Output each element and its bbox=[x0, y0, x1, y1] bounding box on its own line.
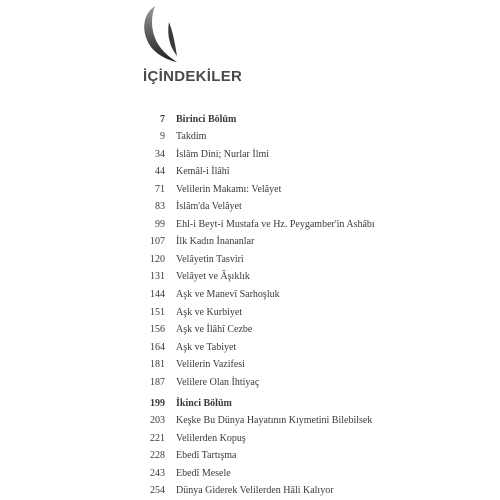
toc-entry bbox=[0, 270, 250, 284]
toc-entry bbox=[0, 358, 245, 372]
toc-entry-title: Aşk ve Kurbiyet bbox=[176, 306, 243, 318]
toc-page-number: 9 bbox=[160, 131, 165, 143]
toc-entry bbox=[0, 252, 244, 266]
toc-entry bbox=[0, 217, 375, 231]
toc-page-number: 228 bbox=[150, 450, 165, 462]
toc-entry-title: Velilerin Makamı: Velâyet bbox=[176, 183, 282, 195]
toc-entry bbox=[0, 484, 334, 498]
toc-entry-title: İslâm'da Velâyet bbox=[176, 201, 242, 213]
toc-entry bbox=[0, 305, 242, 319]
toc-entry-title: Ebedî Mesele bbox=[176, 467, 231, 479]
toc-page-number: 187 bbox=[150, 376, 165, 388]
toc-entry bbox=[0, 130, 206, 144]
toc-entry-title: İslâm Dini; Nurlar İlmi bbox=[176, 148, 270, 160]
toc-entry-title: Dünya Giderek Velilerden Hâli Kalıyor bbox=[176, 485, 334, 497]
toc-entry bbox=[0, 431, 246, 445]
toc-entry-title: Velilerden Kopuş bbox=[176, 432, 246, 444]
toc-entry bbox=[0, 449, 237, 463]
toc-page-number: 71 bbox=[155, 183, 165, 195]
toc-entry-title: Ehl-i Beyt-i Mustafa ve Hz. Peygamber'in Ashâbı bbox=[176, 218, 375, 230]
toc-page-number: 83 bbox=[155, 201, 165, 213]
toc-entry-title: Takdim bbox=[176, 131, 207, 143]
toc-page-number: 151 bbox=[150, 306, 165, 318]
toc-entry-title: Ebedî Tartışma bbox=[176, 450, 237, 462]
toc-entry-title: Keşke Bu Dünya Hayatının Kıymetini Bilebilsek bbox=[176, 415, 373, 427]
toc-page-number: 144 bbox=[150, 289, 165, 300]
toc-page-number: 203 bbox=[150, 415, 165, 427]
toc-entry bbox=[0, 414, 372, 428]
toc-entry bbox=[0, 466, 231, 480]
toc-page-number: 164 bbox=[150, 341, 165, 353]
toc-entry-title: İlk Kadın İnananlar bbox=[176, 236, 255, 248]
toc-part-heading bbox=[0, 112, 236, 126]
toc-page-number: 34 bbox=[155, 148, 165, 160]
toc-entry bbox=[0, 375, 259, 389]
toc-page-number: 107 bbox=[150, 236, 165, 248]
toc-page-number: 181 bbox=[150, 359, 165, 371]
toc-page-number: 221 bbox=[150, 432, 165, 444]
toc-heading: İÇİNDEKİLER bbox=[143, 68, 243, 85]
toc-entry bbox=[0, 235, 254, 249]
toc-entry-title: Velâyetin Tasviri bbox=[176, 253, 244, 265]
toc-entry bbox=[0, 200, 242, 214]
toc-entry bbox=[0, 340, 236, 354]
toc-page-number: 156 bbox=[150, 324, 165, 336]
toc-entry-title: Aşk ve Tabiyet bbox=[176, 341, 237, 353]
toc-entry bbox=[0, 323, 252, 337]
toc-entry-title: Birinci Bölüm bbox=[176, 113, 237, 125]
toc-entry bbox=[0, 165, 230, 179]
toc-part-heading bbox=[0, 396, 232, 410]
toc-page-number: 254 bbox=[150, 485, 165, 497]
toc-entry bbox=[0, 182, 281, 196]
toc-page-number: 131 bbox=[150, 271, 165, 283]
toc-page-number: 199 bbox=[150, 397, 165, 409]
toc-page-number: 99 bbox=[155, 218, 165, 230]
toc-entry bbox=[0, 288, 280, 302]
toc-page-number: 120 bbox=[150, 253, 165, 265]
toc-page-number: 44 bbox=[155, 166, 165, 178]
toc-page-number: 243 bbox=[150, 467, 165, 479]
toc-entry bbox=[0, 147, 269, 161]
toc-entry-title: Velilere Olan İhtiyaç bbox=[176, 376, 260, 388]
toc-entry-title: İkinci Bölüm bbox=[176, 397, 232, 409]
toc-entry-title: Kemâl-i İlâhî bbox=[176, 166, 230, 178]
toc-entry-title: Aşk ve İlâhî Cezbe bbox=[176, 324, 253, 336]
toc-entry-title: Velilerin Vazifesi bbox=[176, 359, 245, 371]
toc-entry-title: Velâyet ve Âşıklık bbox=[176, 271, 250, 283]
toc-page-number: 7 bbox=[160, 113, 165, 125]
toc-entry-title: Aşk ve Manevî Sarhoşluk bbox=[176, 289, 280, 300]
